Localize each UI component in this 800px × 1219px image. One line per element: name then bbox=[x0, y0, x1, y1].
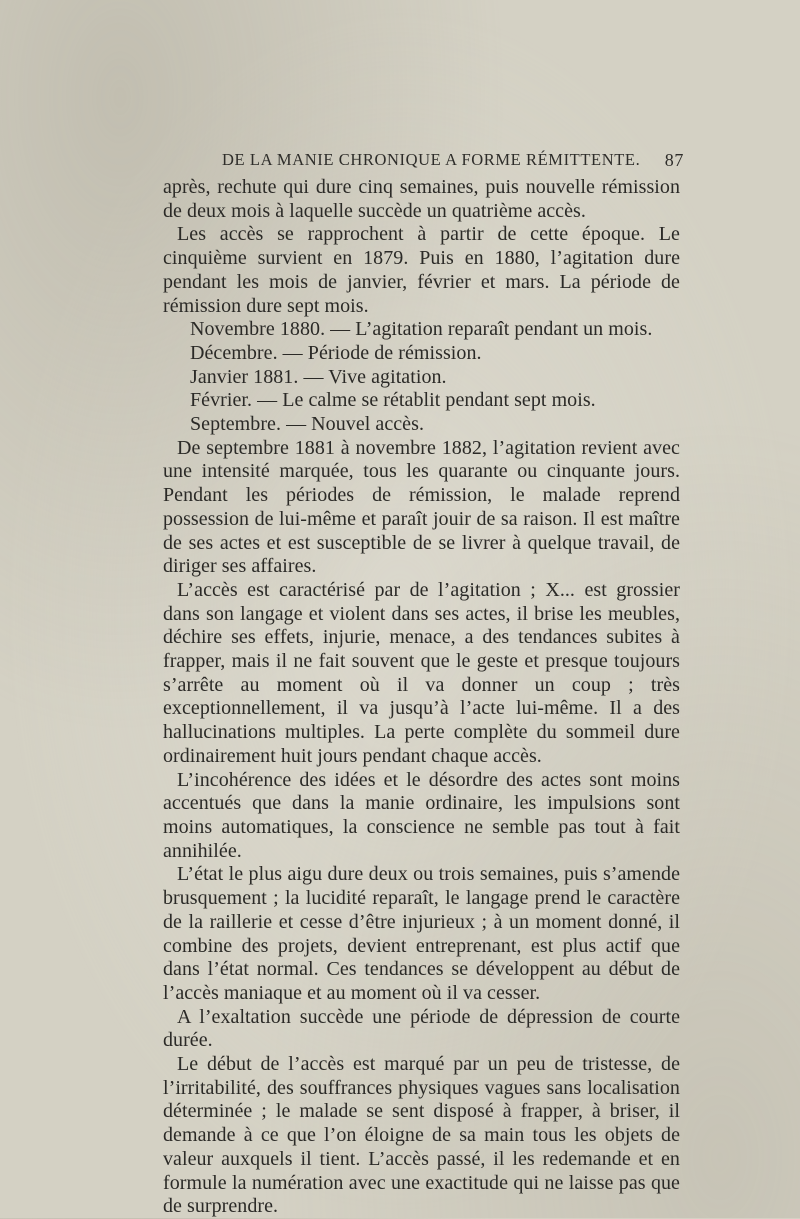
chronology-entry: Janvier 1881. — Vive agitation. bbox=[190, 365, 447, 388]
page-number: 87 bbox=[664, 150, 684, 170]
chronology-entry: Novembre 1880. — L’agitation reparaît pendant un mois. bbox=[190, 318, 653, 341]
paragraph: A l’exaltation succède une période de dépression de courte durée. bbox=[163, 1005, 680, 1052]
paragraph: L’état le plus aigu dure deux ou trois semaines, puis s’amende brusquement ; la lucidité reparaît, le langage prend le caractère de la raillerie et cesse d’être injurieux ; à un moment donné, il combine des projets, devient entreprenant, est plus actif que dans l’état normal. Ces tendances se développent au début de l’accès maniaque et au moment où il va cesser. bbox=[163, 863, 680, 1004]
chronology-entry: Février. — Le calme se rétablit pendant sept mois. bbox=[190, 389, 596, 412]
paragraph: L’accès est caractérisé par de l’agitation ; X... est grossier dans son langage et violent dans ses actes, il brise les meubles, déchire ses effets, injurie, menace, a des tendances subites à frapper, mais il ne fait souvent que le geste et presque toujours s’arrête au moment où il va donner un coup ; très exceptionnellement, il va jusqu’à l’acte lui-même. Il a des hallucinations multiples. La perte complète du sommeil dure ordinairement huit jours pendant chaque accès. bbox=[163, 578, 680, 767]
paragraph-continuation: après, rechute qui dure cinq semaines, puis nouvelle rémission de deux mois à laquelle succède un quatrième accès. bbox=[163, 176, 680, 222]
chronology-entry: Décembre. — Période de rémission. bbox=[190, 341, 482, 364]
running-title: DE LA MANIE CHRONIQUE A FORME RÉMITTENTE. bbox=[222, 150, 641, 169]
paragraph: L’incohérence des idées et le désordre des actes sont moins accentués que dans la manie ordinaire, les impulsions sont moins automatiques, la conscience ne semble pas tout à fait annihilée. bbox=[163, 768, 680, 862]
paragraph: Les accès se rapprochent à partir de cette époque. Le cinquième survient en 1879. Puis en 1880, l’agitation dure pendant les mois de janvier, février et mars. La période de rémission dure sept mois. bbox=[163, 223, 680, 317]
chronology-entry: Septembre. — Nouvel accès. bbox=[190, 413, 424, 436]
body-text bbox=[163, 176, 680, 1219]
running-head bbox=[222, 150, 684, 174]
paragraph: Le début de l’accès est marqué par un peu de tristesse, de l’irritabilité, des souffrances physiques vagues sans localisation déterminée ; le malade se sent disposé à frapper, à briser, il demande à ce que l’on éloigne de sa main tous les objets de valeur auxquels il tient. L’accès passé, il les redemande et en formule la numération avec une exactitude qui ne laisse pas que de surprendre. bbox=[163, 1053, 680, 1218]
paragraph: De septembre 1881 à novembre 1882, l’agitation revient avec une intensité marquée, tous les quarante ou cinquante jours. Pendant les périodes de rémission, le malade reprend possession de lui-même et paraît jouir de sa raison. Il est maître de ses actes et est susceptible de se livrer à quelque travail, de diriger ses affaires. bbox=[163, 436, 680, 578]
